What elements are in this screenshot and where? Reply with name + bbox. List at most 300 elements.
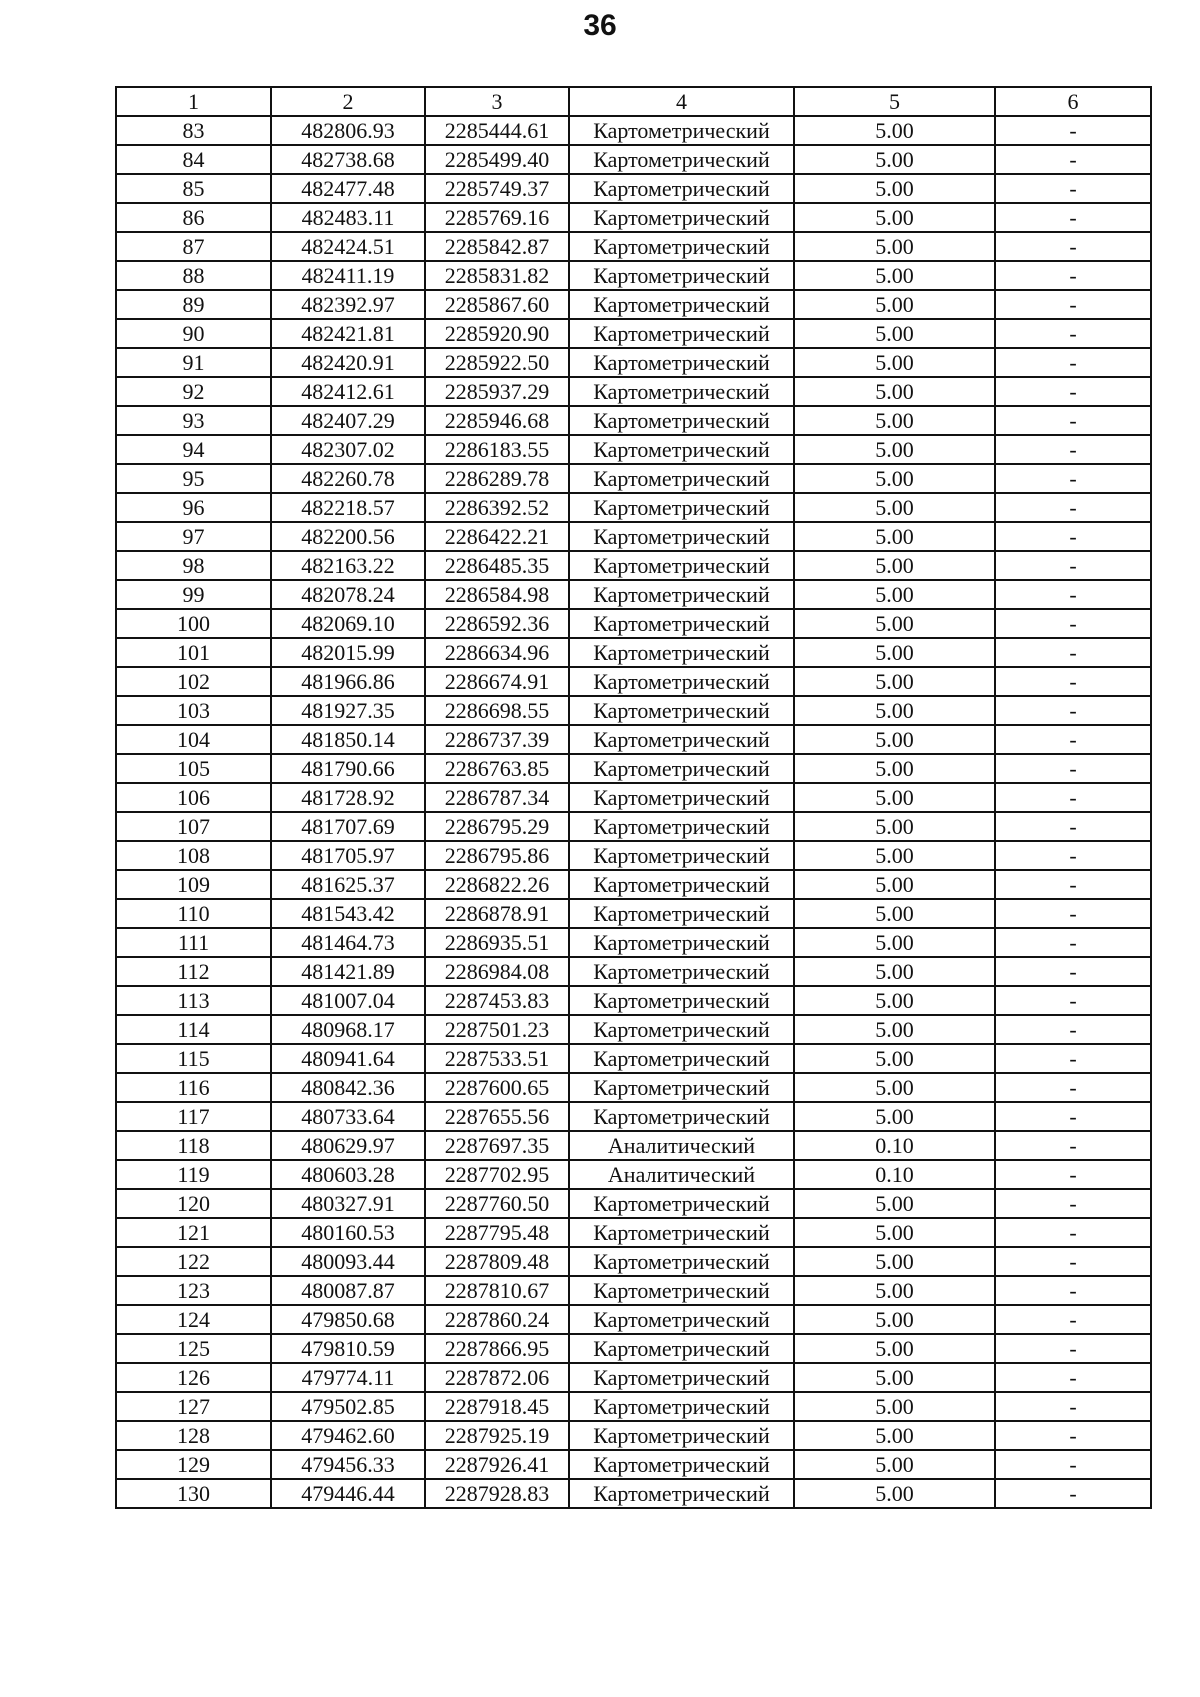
point-number-cell: 111: [116, 928, 271, 957]
accuracy-cell: 5.00: [794, 899, 995, 928]
note-cell: -: [995, 986, 1151, 1015]
method-cell: Картометрический: [569, 1102, 794, 1131]
point-number-cell: 130: [116, 1479, 271, 1508]
column-header-4: 4: [569, 87, 794, 116]
table-row: [116, 812, 1151, 841]
y-coordinate-cell: 2286183.55: [425, 435, 569, 464]
x-coordinate-cell: 482218.57: [271, 493, 425, 522]
accuracy-cell: 5.00: [794, 1102, 995, 1131]
method-cell: Картометрический: [569, 1363, 794, 1392]
accuracy-cell: 5.00: [794, 203, 995, 232]
accuracy-cell: 5.00: [794, 609, 995, 638]
method-cell: Картометрический: [569, 551, 794, 580]
x-coordinate-cell: 480087.87: [271, 1276, 425, 1305]
method-cell: Картометрический: [569, 145, 794, 174]
y-coordinate-cell: 2286737.39: [425, 725, 569, 754]
note-cell: -: [995, 145, 1151, 174]
point-number-cell: 115: [116, 1044, 271, 1073]
note-cell: -: [995, 290, 1151, 319]
y-coordinate-cell: 2286822.26: [425, 870, 569, 899]
x-coordinate-cell: 482078.24: [271, 580, 425, 609]
accuracy-cell: 5.00: [794, 667, 995, 696]
y-coordinate-cell: 2286634.96: [425, 638, 569, 667]
table-row: [116, 1276, 1151, 1305]
x-coordinate-cell: 481543.42: [271, 899, 425, 928]
table-row: [116, 609, 1151, 638]
table-row: [116, 899, 1151, 928]
y-coordinate-cell: 2286763.85: [425, 754, 569, 783]
accuracy-cell: 5.00: [794, 1276, 995, 1305]
point-number-cell: 99: [116, 580, 271, 609]
x-coordinate-cell: 479502.85: [271, 1392, 425, 1421]
y-coordinate-cell: 2287600.65: [425, 1073, 569, 1102]
note-cell: -: [995, 667, 1151, 696]
note-cell: -: [995, 522, 1151, 551]
x-coordinate-cell: 481850.14: [271, 725, 425, 754]
y-coordinate-cell: 2286485.35: [425, 551, 569, 580]
accuracy-cell: 5.00: [794, 522, 995, 551]
accuracy-cell: 5.00: [794, 464, 995, 493]
point-number-cell: 118: [116, 1131, 271, 1160]
y-coordinate-cell: 2285946.68: [425, 406, 569, 435]
note-cell: -: [995, 928, 1151, 957]
point-number-cell: 85: [116, 174, 271, 203]
accuracy-cell: 0.10: [794, 1131, 995, 1160]
column-header-3: 3: [425, 87, 569, 116]
table-row: [116, 203, 1151, 232]
table-row: [116, 1131, 1151, 1160]
note-cell: -: [995, 696, 1151, 725]
table-row: [116, 1363, 1151, 1392]
x-coordinate-cell: 480603.28: [271, 1160, 425, 1189]
method-cell: Картометрический: [569, 232, 794, 261]
point-number-cell: 105: [116, 754, 271, 783]
table-row: [116, 551, 1151, 580]
note-cell: -: [995, 464, 1151, 493]
point-number-cell: 113: [116, 986, 271, 1015]
accuracy-cell: 5.00: [794, 1334, 995, 1363]
accuracy-cell: 5.00: [794, 1218, 995, 1247]
method-cell: Картометрический: [569, 1334, 794, 1363]
table-row: [116, 870, 1151, 899]
accuracy-cell: 5.00: [794, 783, 995, 812]
method-cell: Картометрический: [569, 986, 794, 1015]
accuracy-cell: 5.00: [794, 986, 995, 1015]
table-row: [116, 754, 1151, 783]
method-cell: Картометрический: [569, 348, 794, 377]
x-coordinate-cell: 482015.99: [271, 638, 425, 667]
y-coordinate-cell: 2285922.50: [425, 348, 569, 377]
method-cell: Картометрический: [569, 1305, 794, 1334]
point-number-cell: 104: [116, 725, 271, 754]
point-number-cell: 97: [116, 522, 271, 551]
x-coordinate-cell: 482260.78: [271, 464, 425, 493]
table-row: [116, 841, 1151, 870]
method-cell: Картометрический: [569, 609, 794, 638]
point-number-cell: 117: [116, 1102, 271, 1131]
x-coordinate-cell: 482200.56: [271, 522, 425, 551]
y-coordinate-cell: 2287795.48: [425, 1218, 569, 1247]
point-number-cell: 122: [116, 1247, 271, 1276]
accuracy-cell: 5.00: [794, 754, 995, 783]
column-header-6: 6: [995, 87, 1151, 116]
y-coordinate-cell: 2287928.83: [425, 1479, 569, 1508]
point-number-cell: 88: [116, 261, 271, 290]
note-cell: -: [995, 1160, 1151, 1189]
point-number-cell: 102: [116, 667, 271, 696]
note-cell: -: [995, 1334, 1151, 1363]
method-cell: Картометрический: [569, 1247, 794, 1276]
method-cell: Аналитический: [569, 1160, 794, 1189]
method-cell: Картометрический: [569, 725, 794, 754]
method-cell: Картометрический: [569, 841, 794, 870]
point-number-cell: 87: [116, 232, 271, 261]
table-row: [116, 725, 1151, 754]
note-cell: -: [995, 1479, 1151, 1508]
y-coordinate-cell: 2287453.83: [425, 986, 569, 1015]
note-cell: -: [995, 203, 1151, 232]
method-cell: Картометрический: [569, 1218, 794, 1247]
accuracy-cell: 5.00: [794, 406, 995, 435]
note-cell: -: [995, 261, 1151, 290]
method-cell: Картометрический: [569, 290, 794, 319]
y-coordinate-cell: 2285842.87: [425, 232, 569, 261]
accuracy-cell: 5.00: [794, 725, 995, 754]
accuracy-cell: 5.00: [794, 1421, 995, 1450]
method-cell: Картометрический: [569, 406, 794, 435]
point-number-cell: 101: [116, 638, 271, 667]
x-coordinate-cell: 482069.10: [271, 609, 425, 638]
y-coordinate-cell: 2287860.24: [425, 1305, 569, 1334]
x-coordinate-cell: 481707.69: [271, 812, 425, 841]
accuracy-cell: 5.00: [794, 1479, 995, 1508]
method-cell: Картометрический: [569, 638, 794, 667]
x-coordinate-cell: 479462.60: [271, 1421, 425, 1450]
point-number-cell: 112: [116, 957, 271, 986]
method-cell: Картометрический: [569, 667, 794, 696]
method-cell: Картометрический: [569, 261, 794, 290]
note-cell: -: [995, 435, 1151, 464]
accuracy-cell: 5.00: [794, 145, 995, 174]
point-number-cell: 106: [116, 783, 271, 812]
x-coordinate-cell: 480093.44: [271, 1247, 425, 1276]
method-cell: Картометрический: [569, 1189, 794, 1218]
note-cell: -: [995, 841, 1151, 870]
method-cell: Картометрический: [569, 493, 794, 522]
point-number-cell: 120: [116, 1189, 271, 1218]
point-number-cell: 86: [116, 203, 271, 232]
table-row: [116, 522, 1151, 551]
y-coordinate-cell: 2287533.51: [425, 1044, 569, 1073]
table-row: [116, 1479, 1151, 1508]
accuracy-cell: 5.00: [794, 261, 995, 290]
x-coordinate-cell: 482806.93: [271, 116, 425, 145]
y-coordinate-cell: 2287697.35: [425, 1131, 569, 1160]
table-row: [116, 1044, 1151, 1073]
table-body: [116, 116, 1151, 1508]
y-coordinate-cell: 2287810.67: [425, 1276, 569, 1305]
accuracy-cell: 5.00: [794, 812, 995, 841]
table-row: [116, 290, 1151, 319]
method-cell: Картометрический: [569, 435, 794, 464]
table-row: [116, 1305, 1151, 1334]
note-cell: -: [995, 1247, 1151, 1276]
note-cell: -: [995, 1276, 1151, 1305]
y-coordinate-cell: 2287809.48: [425, 1247, 569, 1276]
accuracy-cell: 5.00: [794, 377, 995, 406]
x-coordinate-cell: 481705.97: [271, 841, 425, 870]
y-coordinate-cell: 2286674.91: [425, 667, 569, 696]
note-cell: -: [995, 174, 1151, 203]
accuracy-cell: 5.00: [794, 696, 995, 725]
y-coordinate-cell: 2285831.82: [425, 261, 569, 290]
method-cell: Картометрический: [569, 928, 794, 957]
y-coordinate-cell: 2287866.95: [425, 1334, 569, 1363]
table-row: [116, 1450, 1151, 1479]
table-row: [116, 986, 1151, 1015]
x-coordinate-cell: 480327.91: [271, 1189, 425, 1218]
x-coordinate-cell: 482163.22: [271, 551, 425, 580]
method-cell: Картометрический: [569, 870, 794, 899]
x-coordinate-cell: 481421.89: [271, 957, 425, 986]
accuracy-cell: 5.00: [794, 1015, 995, 1044]
point-number-cell: 92: [116, 377, 271, 406]
y-coordinate-cell: 2286878.91: [425, 899, 569, 928]
method-cell: Картометрический: [569, 1276, 794, 1305]
note-cell: -: [995, 609, 1151, 638]
note-cell: -: [995, 899, 1151, 928]
accuracy-cell: 5.00: [794, 870, 995, 899]
table-row: [116, 957, 1151, 986]
y-coordinate-cell: 2287655.56: [425, 1102, 569, 1131]
method-cell: Картометрический: [569, 464, 794, 493]
accuracy-cell: 5.00: [794, 1305, 995, 1334]
table-row: [116, 464, 1151, 493]
table-row: [116, 377, 1151, 406]
point-number-cell: 96: [116, 493, 271, 522]
note-cell: -: [995, 1073, 1151, 1102]
note-cell: -: [995, 551, 1151, 580]
point-number-cell: 114: [116, 1015, 271, 1044]
x-coordinate-cell: 481464.73: [271, 928, 425, 957]
method-cell: Картометрический: [569, 1421, 794, 1450]
note-cell: -: [995, 1392, 1151, 1421]
note-cell: -: [995, 1189, 1151, 1218]
method-cell: Картометрический: [569, 754, 794, 783]
table-row: [116, 261, 1151, 290]
accuracy-cell: 5.00: [794, 957, 995, 986]
point-number-cell: 103: [116, 696, 271, 725]
table-row: [116, 1102, 1151, 1131]
y-coordinate-cell: 2285920.90: [425, 319, 569, 348]
y-coordinate-cell: 2286935.51: [425, 928, 569, 957]
note-cell: -: [995, 638, 1151, 667]
x-coordinate-cell: 479456.33: [271, 1450, 425, 1479]
page-number: 36: [583, 9, 617, 42]
x-coordinate-cell: 480733.64: [271, 1102, 425, 1131]
table-row: [116, 116, 1151, 145]
point-number-cell: 129: [116, 1450, 271, 1479]
note-cell: -: [995, 1363, 1151, 1392]
note-cell: -: [995, 1305, 1151, 1334]
accuracy-cell: 5.00: [794, 1044, 995, 1073]
x-coordinate-cell: 482421.81: [271, 319, 425, 348]
x-coordinate-cell: 480968.17: [271, 1015, 425, 1044]
point-number-cell: 94: [116, 435, 271, 464]
x-coordinate-cell: 482424.51: [271, 232, 425, 261]
accuracy-cell: 5.00: [794, 290, 995, 319]
method-cell: Картометрический: [569, 1479, 794, 1508]
x-coordinate-cell: 482412.61: [271, 377, 425, 406]
point-number-cell: 116: [116, 1073, 271, 1102]
accuracy-cell: 5.00: [794, 319, 995, 348]
point-number-cell: 90: [116, 319, 271, 348]
table-row: [116, 145, 1151, 174]
note-cell: -: [995, 812, 1151, 841]
accuracy-cell: 5.00: [794, 1189, 995, 1218]
note-cell: -: [995, 957, 1151, 986]
table-row: [116, 783, 1151, 812]
y-coordinate-cell: 2285749.37: [425, 174, 569, 203]
note-cell: -: [995, 580, 1151, 609]
method-cell: Картометрический: [569, 696, 794, 725]
x-coordinate-cell: 482420.91: [271, 348, 425, 377]
accuracy-cell: 5.00: [794, 551, 995, 580]
note-cell: -: [995, 232, 1151, 261]
x-coordinate-cell: 482411.19: [271, 261, 425, 290]
x-coordinate-cell: 482738.68: [271, 145, 425, 174]
point-number-cell: 98: [116, 551, 271, 580]
point-number-cell: 109: [116, 870, 271, 899]
x-coordinate-cell: 480629.97: [271, 1131, 425, 1160]
coordinates-table: [115, 86, 1152, 1509]
y-coordinate-cell: 2286787.34: [425, 783, 569, 812]
accuracy-cell: 5.00: [794, 1450, 995, 1479]
point-number-cell: 100: [116, 609, 271, 638]
x-coordinate-cell: 479774.11: [271, 1363, 425, 1392]
point-number-cell: 121: [116, 1218, 271, 1247]
x-coordinate-cell: 479446.44: [271, 1479, 425, 1508]
point-number-cell: 107: [116, 812, 271, 841]
table-row: [116, 696, 1151, 725]
table-row: [116, 174, 1151, 203]
table-row: [116, 1160, 1151, 1189]
accuracy-cell: 5.00: [794, 348, 995, 377]
x-coordinate-cell: 481927.35: [271, 696, 425, 725]
y-coordinate-cell: 2287501.23: [425, 1015, 569, 1044]
point-number-cell: 84: [116, 145, 271, 174]
point-number-cell: 89: [116, 290, 271, 319]
y-coordinate-cell: 2285867.60: [425, 290, 569, 319]
note-cell: -: [995, 1102, 1151, 1131]
point-number-cell: 108: [116, 841, 271, 870]
y-coordinate-cell: 2286422.21: [425, 522, 569, 551]
y-coordinate-cell: 2286392.52: [425, 493, 569, 522]
y-coordinate-cell: 2285769.16: [425, 203, 569, 232]
x-coordinate-cell: 480842.36: [271, 1073, 425, 1102]
x-coordinate-cell: 481790.66: [271, 754, 425, 783]
method-cell: Картометрический: [569, 812, 794, 841]
accuracy-cell: 5.00: [794, 928, 995, 957]
y-coordinate-cell: 2287926.41: [425, 1450, 569, 1479]
method-cell: Картометрический: [569, 116, 794, 145]
point-number-cell: 93: [116, 406, 271, 435]
x-coordinate-cell: 482407.29: [271, 406, 425, 435]
y-coordinate-cell: 2287702.95: [425, 1160, 569, 1189]
table-row: [116, 348, 1151, 377]
method-cell: Картометрический: [569, 377, 794, 406]
x-coordinate-cell: 482483.11: [271, 203, 425, 232]
y-coordinate-cell: 2287918.45: [425, 1392, 569, 1421]
table-row: [116, 1247, 1151, 1276]
y-coordinate-cell: 2286984.08: [425, 957, 569, 986]
x-coordinate-cell: 481007.04: [271, 986, 425, 1015]
accuracy-cell: 5.00: [794, 174, 995, 203]
accuracy-cell: 0.10: [794, 1160, 995, 1189]
y-coordinate-cell: 2285937.29: [425, 377, 569, 406]
table-row: [116, 1421, 1151, 1450]
method-cell: Картометрический: [569, 522, 794, 551]
method-cell: Картометрический: [569, 319, 794, 348]
point-number-cell: 110: [116, 899, 271, 928]
accuracy-cell: 5.00: [794, 232, 995, 261]
method-cell: Картометрический: [569, 1073, 794, 1102]
accuracy-cell: 5.00: [794, 1363, 995, 1392]
method-cell: Картометрический: [569, 899, 794, 928]
accuracy-cell: 5.00: [794, 638, 995, 667]
x-coordinate-cell: 481728.92: [271, 783, 425, 812]
table-row: [116, 638, 1151, 667]
y-coordinate-cell: 2286698.55: [425, 696, 569, 725]
point-number-cell: 126: [116, 1363, 271, 1392]
y-coordinate-cell: 2286795.86: [425, 841, 569, 870]
x-coordinate-cell: 480941.64: [271, 1044, 425, 1073]
note-cell: -: [995, 1450, 1151, 1479]
point-number-cell: 124: [116, 1305, 271, 1334]
x-coordinate-cell: 481966.86: [271, 667, 425, 696]
method-cell: Картометрический: [569, 957, 794, 986]
column-header-2: 2: [271, 87, 425, 116]
point-number-cell: 123: [116, 1276, 271, 1305]
method-cell: Картометрический: [569, 1392, 794, 1421]
point-number-cell: 125: [116, 1334, 271, 1363]
table-row: [116, 667, 1151, 696]
note-cell: -: [995, 1015, 1151, 1044]
table-row: [116, 1189, 1151, 1218]
y-coordinate-cell: 2285444.61: [425, 116, 569, 145]
note-cell: -: [995, 116, 1151, 145]
point-number-cell: 128: [116, 1421, 271, 1450]
accuracy-cell: 5.00: [794, 493, 995, 522]
note-cell: -: [995, 348, 1151, 377]
note-cell: -: [995, 1131, 1151, 1160]
table-header-row: [116, 87, 1151, 116]
table-row: [116, 1015, 1151, 1044]
table-row: [116, 319, 1151, 348]
y-coordinate-cell: 2286592.36: [425, 609, 569, 638]
column-header-5: 5: [794, 87, 995, 116]
method-cell: Картометрический: [569, 580, 794, 609]
method-cell: Картометрический: [569, 783, 794, 812]
note-cell: -: [995, 1421, 1151, 1450]
x-coordinate-cell: 479850.68: [271, 1305, 425, 1334]
accuracy-cell: 5.00: [794, 841, 995, 870]
accuracy-cell: 5.00: [794, 1247, 995, 1276]
method-cell: Картометрический: [569, 1015, 794, 1044]
y-coordinate-cell: 2287872.06: [425, 1363, 569, 1392]
x-coordinate-cell: 479810.59: [271, 1334, 425, 1363]
point-number-cell: 127: [116, 1392, 271, 1421]
